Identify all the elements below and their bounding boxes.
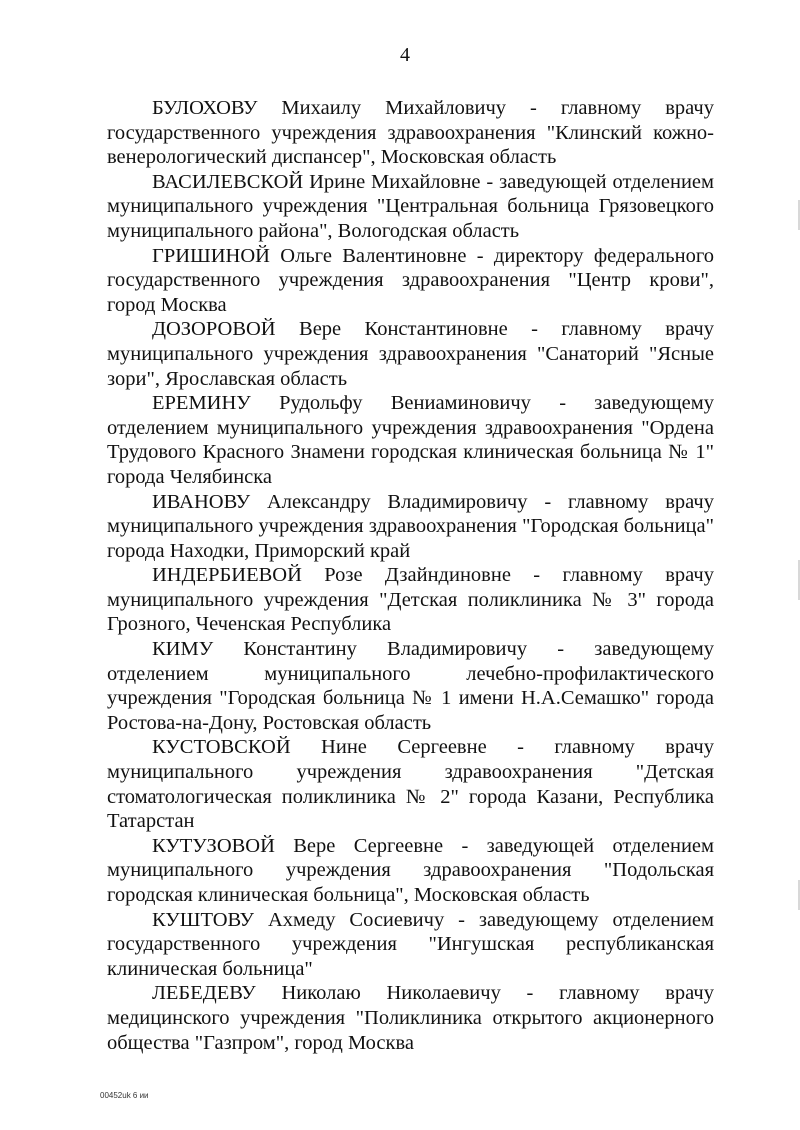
award-entry: ВАСИЛЕВСКОЙ Ирине Михайловне - заведующей отделением муниципального учреждения "Центральная больница Грязовецкого муниципального района", Вологодская область [107, 170, 714, 242]
award-entry: ЕРЕМИНУ Рудольфу Вениаминовичу - заведующему отделением муниципального учреждения здравоохранения "Ордена Трудового Красного Знамени городская клиническая больница № 1" города Челябинска [107, 392, 714, 488]
page-number: 4 [400, 44, 410, 66]
award-entry: БУЛОХОВУ Михаилу Михайловичу - главному врачу государственного учреждения здравоохранения "Клинский кожно-венерологический диспансер", Московская область [107, 97, 714, 169]
award-entry: ГРИШИНОЙ Ольге Валентиновне - директору федерального государственного учреждения здравоохранения "Центр крови", город Москва [107, 244, 714, 316]
footer-document-code: 00452uk 6 ии [100, 1091, 149, 1100]
award-entry: ДОЗОРОВОЙ Вере Константиновне - главному врачу муниципального учреждения здравоохранения "Санаторий "Ясные зори", Ярославская область [107, 318, 714, 390]
award-entry: КУТУЗОВОЙ Вере Сергеевне - заведующей отделением муниципального учреждения здравоохранения "Подольская городская клиническая больница", Московская область [107, 834, 714, 906]
award-entry: КУСТОВСКОЙ Нине Сергеевне - главному врачу муниципального учреждения здравоохранения "Детская стоматологическая поликлиника № 2" города Казани, Республика Татарстан [107, 736, 714, 833]
award-entry: ИНДЕРБИЕВОЙ Розе Дзайндиновне - главному врачу муниципального учреждения "Детская поликлиника № 3" города Грозного, Чеченская Республика [107, 564, 714, 636]
award-list [107, 96, 714, 1055]
award-entry: КИМУ Константину Владимировичу - заведующему отделением муниципального лечебно-профилактического учреждения "Городская больница № 1 имени Н.А.Семашко" города Ростова-на-Дону, Ростовская область [107, 638, 714, 734]
award-entry: ИВАНОВУ Александру Владимировичу - главному врачу муниципального учреждения здравоохранения "Городская больница" города Находки, Приморский край [107, 490, 714, 562]
award-entry: ЛЕБЕДЕВУ Николаю Николаевичу - главному врачу медицинского учреждения "Поликлиника открытого акционерного общества "Газпром", город Москва [107, 982, 714, 1054]
award-entry: КУШТОВУ Ахмеду Сосиевичу - заведующему отделением государственного учреждения "Ингушская республиканская клиническая больница" [107, 908, 714, 980]
